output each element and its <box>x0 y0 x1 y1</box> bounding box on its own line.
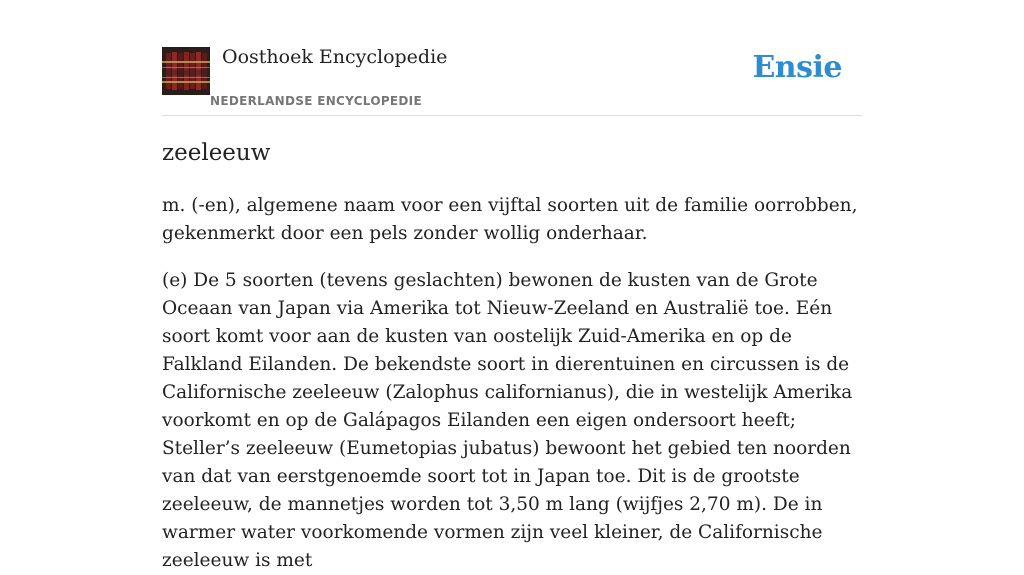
article-paragraph-2: (e) De 5 soorten (tevens geslachten) bewonen de kusten van de Grote Oceaan van Japan via Amerika tot Nieuw-Zeeland en Australië toe. Eén soort komt voor aan de kusten van oostelijk Zuid-Amerika en op de Falkland Eilanden. De bekendste soort in dierentuinen en circussen is de Californische zeeleeuw (Zalophus californianus), die in westelijk Amerika voorkomt en op de Galápagos Eilanden een eigen ondersoort heeft; Steller’s zeeleeuw (Eumetopias jubatus) bewoont het gebied ten noorden van dat van eerstgenoemde soort tot in Japan toe. Dit is de grootste zeeleeuw, de mannetjes worden tot 3,50 m lang (wijfjes 2,70 m). De in warmer water voorkomende vormen zijn veel kleiner, de Californische zeeleeuw is met <box>162 270 853 571</box>
site-header <box>162 0 862 116</box>
book-spines-icon[interactable] <box>162 47 210 95</box>
page-container <box>162 0 862 571</box>
article-paragraph-1: m. (-en), algemene naam voor een vijftal soorten uit de familie oorrobben, gekenmerkt door een pels zonder wollig onderhaar. <box>162 195 858 244</box>
article-term: zeeleeuw <box>162 140 271 166</box>
site-title[interactable]: Oosthoek Encyclopedie <box>222 46 448 68</box>
brand-logo[interactable]: Ensie <box>752 50 842 85</box>
site-subtitle: NEDERLANDSE ENCYCLOPEDIE <box>210 94 422 108</box>
